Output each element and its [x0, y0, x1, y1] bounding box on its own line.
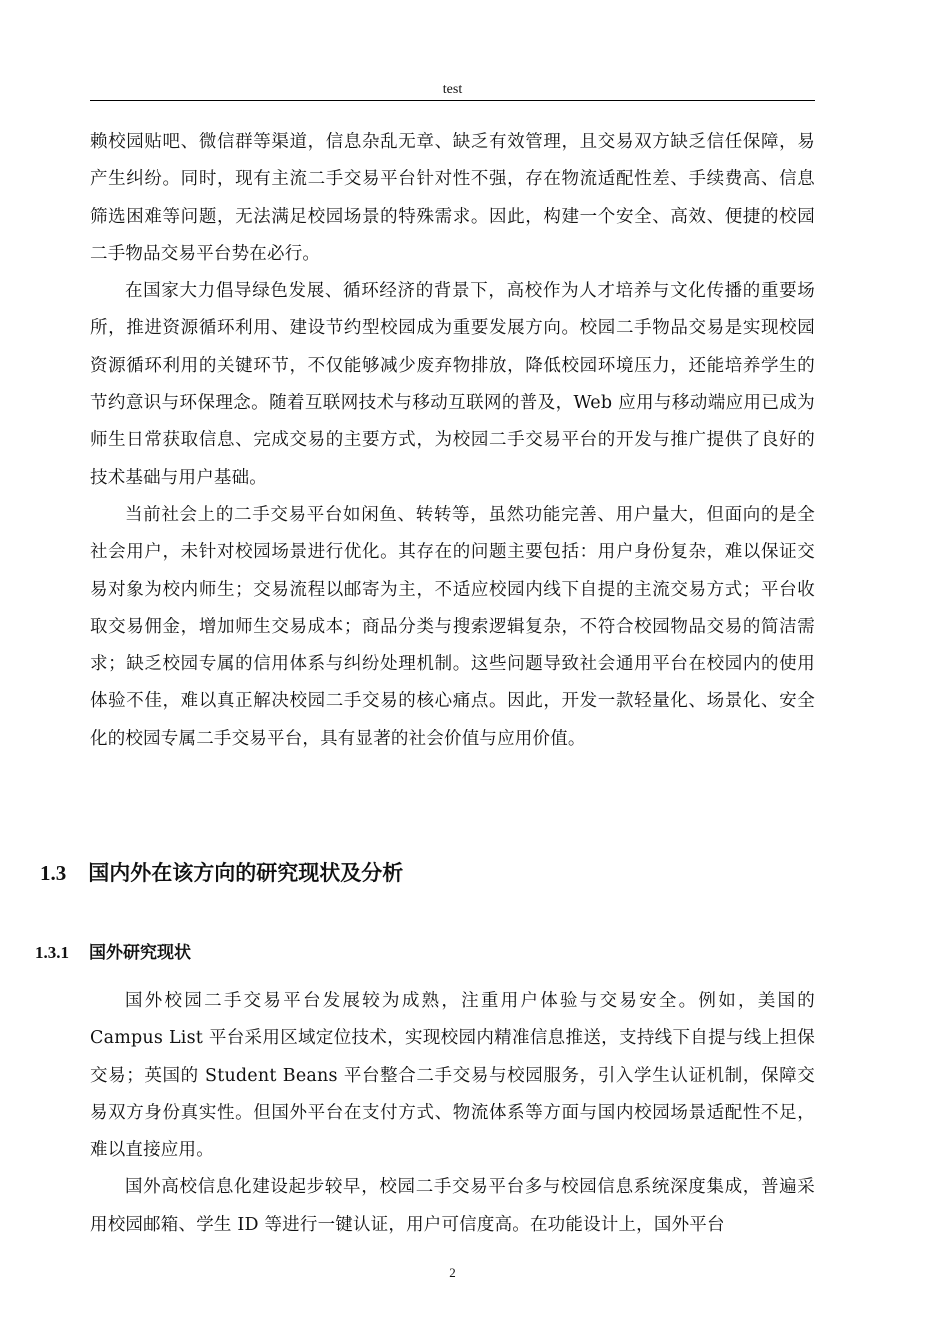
- paragraph: 在国家大力倡导绿色发展、循环经济的背景下，高校作为人才培养与文化传播的重要场所，推进资源循环利用、建设节约型校园成为重要发展方向。校园二手物品交易是实现校园资源循环利用的关键环节，不仅能够减少废弃物排放，降低校园环境压力，还能培养学生的节约意识与环保理念。随着互联网技术与移动互联网的普及，Web 应用与移动端应用已成为师生日常获取信息、完成交易的主要方式，为校园二手交易平台的开发与推广提供了良好的技术基础与用户基础。: [90, 281, 815, 488]
- paragraph-continued: 赖校园贴吧、微信群等渠道，信息杂乱无章、缺乏有效管理，且交易双方缺乏信任保障，易产生纠纷。同时，现有主流二手交易平台针对性不强，存在物流适配性差、手续费高、信息筛选困难等问题，无法满足校园场景的特殊需求。因此，构建一个安全、高效、便捷的校园二手物品交易平台势在必行。: [90, 132, 815, 264]
- section-number: 1.3: [40, 861, 67, 885]
- subsection-number: 1.3.1: [35, 943, 69, 962]
- section-title: 国内外在该方向的研究现状及分析: [88, 861, 404, 885]
- body-text-bottom: [90, 983, 815, 1244]
- header-rule: [90, 100, 815, 101]
- paragraph: 国外高校信息化建设起步较早，校园二手交易平台多与校园信息系统深度集成，普遍采用校园邮箱、学生 ID 等进行一键认证，用户可信度高。在功能设计上，国外平台: [90, 1177, 815, 1235]
- paragraph: 国外校园二手交易平台发展较为成熟，注重用户体验与交易安全。例如，美国的 Campus List 平台采用区域定位技术，实现校园内精准信息推送，支持线下自提与线上担保交易；英国的 Student Beans 平台整合二手交易与校园服务，引入学生认证机制，保障交易双方身份真实性。但国外平台在支付方式、物流体系等方面与国内校园场景适配性不足，难以直接应用。: [90, 991, 815, 1161]
- subsection-heading: [35, 938, 191, 963]
- subsection-title: 国外研究现状: [89, 943, 191, 963]
- paragraph: 当前社会上的二手交易平台如闲鱼、转转等，虽然功能完善、用户量大，但面向的是全社会用户，未针对校园场景进行优化。其存在的问题主要包括：用户身份复杂，难以保证交易对象为校内师生；交易流程以邮寄为主，不适应校园内线下自提的主流交易方式；平台收取交易佣金，增加师生交易成本；商品分类与搜索逻辑复杂，不符合校园物品交易的简洁需求；缺乏校园专属的信用体系与纠纷处理机制。这些问题导致社会通用平台在校园内的使用体验不佳，难以真正解决校园二手交易的核心痛点。因此，开发一款轻量化、场景化、安全化的校园专属二手交易平台，具有显著的社会价值与应用价值。: [90, 504, 815, 749]
- body-text-top: [90, 124, 815, 758]
- page-number: 2: [449, 1265, 456, 1280]
- section-heading: [40, 857, 403, 887]
- running-header: test: [442, 82, 463, 97]
